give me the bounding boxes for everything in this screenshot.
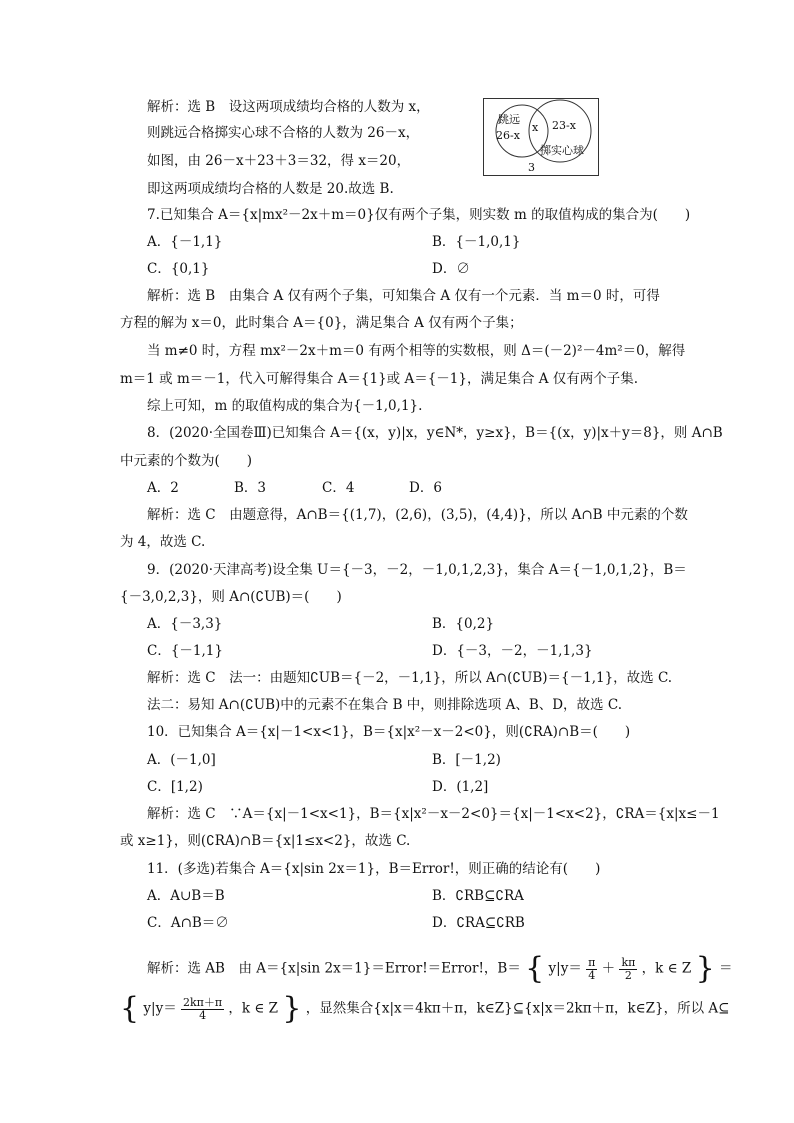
q11-option-a: A．A∪B＝B	[147, 888, 225, 904]
q8-stem-line-2: 中元素的个数为( )	[120, 453, 253, 469]
q11-set-b-builder-2: y|y＝	[143, 1000, 177, 1017]
k-in-z-2: ，k ∈ Z	[228, 1000, 279, 1017]
q7-option-c: C．{0,1}	[147, 261, 210, 277]
q7-stem: 7.已知集合 A＝{x|mx²－2x＋m＝0}仅有两个子集，则实数 m 的取值构成的集合为( )	[147, 207, 691, 223]
q6-solution-line-3: 如图，由 26－x＋23＋3＝32，得 x＝20，	[147, 153, 411, 169]
q7-solution-line-5: 综上可知，m 的取值构成的集合为{－1,0,1}.	[147, 398, 423, 414]
q11-solution-text-2: ，显然集合{x|x＝4kπ＋π，k∈Z}⊆{x|x＝2kπ＋π，k∈Z}，所以 A⊆	[305, 1000, 730, 1017]
venn-diagram	[483, 98, 599, 176]
q7-solution-line-4: m＝1 或 m＝－1，代入可解得集合 A＝{1}或 A＝{－1}，满足集合 A 仅有两个子集.	[120, 371, 639, 387]
q10-option-b: B．[－1,2)	[432, 752, 501, 768]
q6-solution-line-4: 即这两项成绩均合格的人数是 20.故选 B.	[147, 181, 394, 197]
q10-option-c: C．[1,2)	[147, 779, 203, 795]
q11-option-d: D．∁RA⊆∁RB	[432, 915, 525, 931]
k-in-z: ，k ∈ Z	[641, 960, 692, 977]
venn-right-only: 23-x	[552, 119, 576, 132]
q7-solution-line-3: 当 m≠0 时，方程 mx²－2x＋m＝0 有两个相等的实数根，则 Δ＝(－2)²－4m²＝0，解得	[147, 343, 686, 359]
fraction-2kpi-plus-pi-over-4: $\frac{2k\pi+\pi}{4}$	[183, 995, 223, 1022]
q9-option-c: C．{－1,1}	[147, 643, 223, 659]
q8-solution-line-1: 解析：选 C 由题意得，A∩B＝{(1,7)，(2,6)，(3,5)，(4,4)}，所以 A∩B 中元素的个数	[147, 507, 688, 523]
fraction-kpi-over-2: $\frac{k\pi}{2}$	[621, 955, 636, 982]
q8-option-b: B．3	[234, 480, 267, 496]
q7-option-a: A．{－1,1}	[147, 234, 223, 250]
q9-solution-line-1: 解析：选 C 法一：由题知∁UB＝{－2，－1,1}，所以 A∩(∁UB)＝{－1,1}，故选 C.	[147, 670, 673, 686]
q11-option-c: C．A∩B＝∅	[147, 915, 229, 931]
q10-solution-line-2: 或 x≥1}，则(∁RA)∩B＝{x|1≤x<2}，故选 C.	[120, 833, 411, 849]
venn-intersection: x	[532, 121, 539, 134]
q8-solution-line-2: 为 4，故选 C.	[120, 534, 206, 550]
left-brace-2: {	[120, 991, 140, 1026]
q8-option-d: D．6	[409, 480, 442, 496]
left-brace: {	[525, 951, 545, 986]
venn-left-only: 26-x	[496, 129, 520, 142]
q11-set-b-builder: y|y＝	[548, 960, 582, 977]
q6-solution-line-2: 则跳远合格掷实心球不合格的人数为 26－x，	[147, 125, 420, 141]
q10-option-a: A．(－1,0]	[147, 752, 216, 768]
right-brace: }	[695, 951, 715, 986]
q9-stem-line-2: {－3,0,2,3}，则 A∩(∁UB)＝( )	[120, 589, 342, 605]
q9-stem-line-1: 9．(2020·天津高考)设全集 U＝{－3，－2，－1,0,1,2,3}，集合 A＝{－1,0,1,2}，B＝	[147, 562, 687, 578]
right-brace-2: }	[282, 991, 302, 1026]
q11-stem: 11．(多选)若集合 A＝{x|sin 2x＝1}，B＝Error!，则正确的结论有( )	[147, 861, 601, 877]
q8-stem-line-1: 8．(2020·全国卷Ⅲ)已知集合 A＝{(x，y)|x，y∈N*，y≥x}，B＝{(x，y)|x＋y＝8}，则 A∩B	[147, 425, 723, 441]
venn-right-label: 掷实心球	[540, 144, 584, 157]
q9-option-d: D．{－3，－2，－1,1,3}	[432, 643, 593, 659]
q10-stem: 10．已知集合 A＝{x|－1<x<1}，B＝{x|x²－x－2<0}，则(∁RA)∩B＝( )	[147, 724, 631, 740]
q8-option-c: C．4	[322, 480, 355, 496]
q11-option-b: B．∁RB⊆∁RA	[432, 888, 524, 904]
q7-solution-line-1: 解析：选 B 由集合 A 仅有两个子集，可知集合 A 仅有一个元素．当 m＝0 时，可得	[147, 288, 660, 304]
fraction-pi-over-4: $\frac{\pi}{4}$	[588, 955, 596, 982]
q7-option-b: B．{－1,0,1}	[432, 234, 521, 250]
q9-option-b: B．{0,2}	[432, 616, 495, 632]
q9-solution-line-2: 法二：易知 A∩(∁UB)中的元素不在集合 B 中，则排除选项 A、B、D，故选 C.	[147, 697, 622, 713]
q6-solution-line-1: 解析：选 B 设这两项成绩均合格的人数为 x，	[147, 99, 430, 115]
venn-left-label: 跳远	[498, 113, 520, 126]
q11-solution-text-1: 解析：选 AB 由 A＝{x|sin 2x＝1}＝Error!＝Error!，B＝	[147, 960, 521, 977]
venn-outside: 3	[528, 161, 535, 174]
q10-option-d: D．(1,2]	[432, 779, 489, 795]
q11-solution-line-2	[120, 992, 729, 1026]
q7-option-d: D．∅	[432, 261, 470, 277]
q10-solution-line-1: 解析：选 C ∵A＝{x|－1<x<1}，B＝{x|x²－x－2<0}＝{x|－1<x<2}，∁RA＝{x|x≤－1	[147, 806, 720, 822]
plus-sign: ＋	[601, 960, 616, 977]
q7-solution-line-2: 方程的解为 x＝0，此时集合 A＝{0}，满足集合 A 仅有两个子集；	[120, 315, 523, 331]
q8-option-a: A．2	[147, 480, 179, 496]
q9-option-a: A．{－3,3}	[147, 616, 223, 632]
q11-solution-line-1: 解析：选 AB 由 A＝{x|sin 2x＝1}＝Error!＝Error!，B＝ { y|y＝ $\frac{\pi}{4}$ ＋ $\frac{k\pi}{2}$ ，k ∈ Z } ＝	[147, 951, 733, 986]
